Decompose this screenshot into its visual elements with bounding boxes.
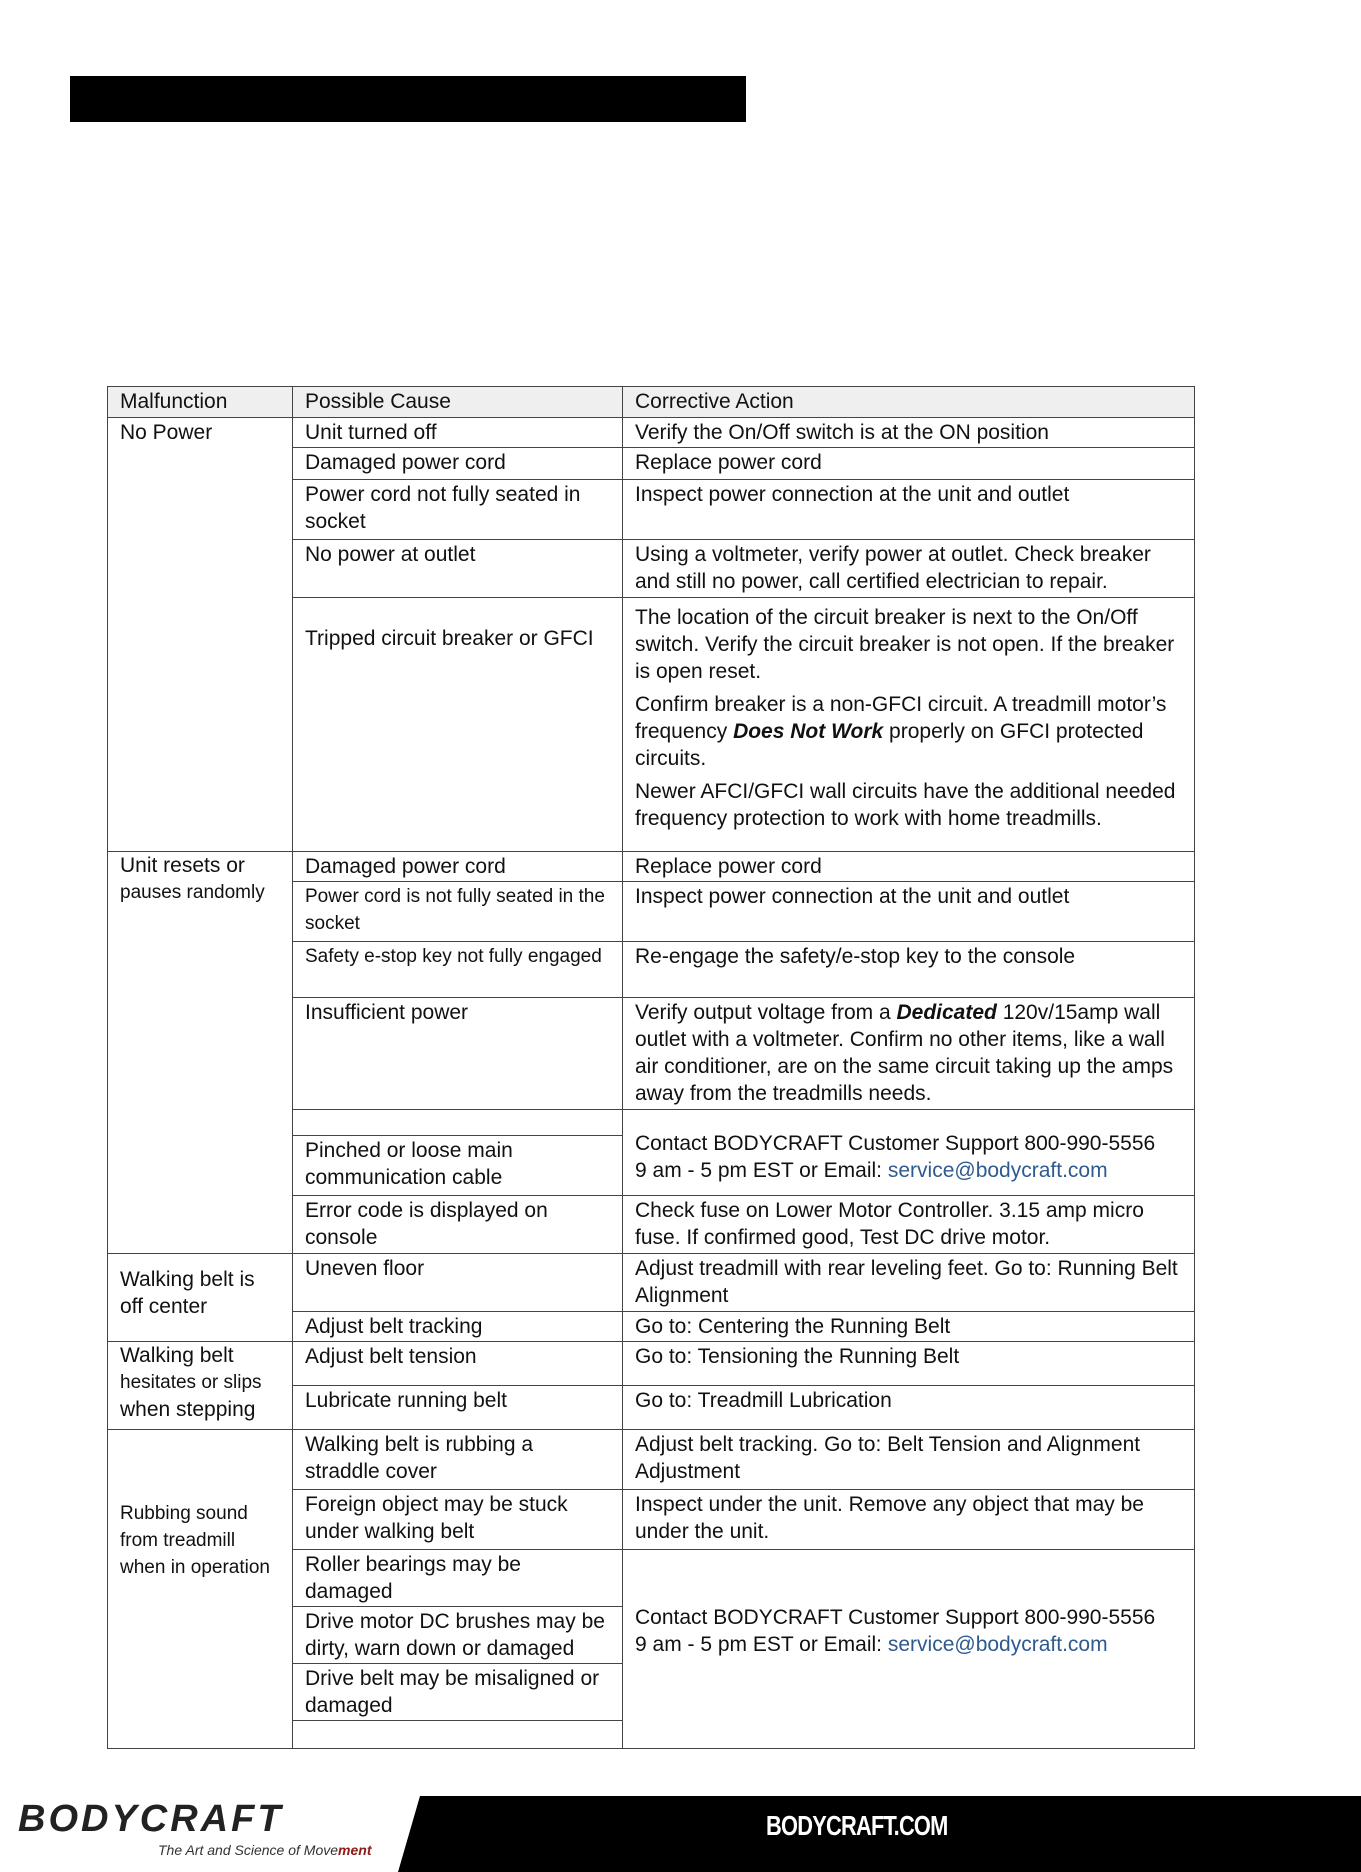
contact-line — [635, 1157, 1182, 1184]
cause-cell: Adjust belt tracking — [293, 1312, 623, 1342]
contact-hours: 9 am - 5 pm EST or Email: — [635, 1633, 888, 1656]
contact-line — [635, 1631, 1182, 1658]
malfunction-hesitates — [108, 1342, 293, 1430]
action-cell: Using a voltmeter, verify power at outlet. Check breaker and still no power, call certified electrician to repair. — [623, 540, 1195, 598]
malfunction-line: when stepping — [120, 1398, 256, 1421]
malfunction-off-center — [108, 1254, 293, 1342]
action-cell: Check fuse on Lower Motor Controller. 3.15 amp micro fuse. If confirmed good, Test DC drive motor. — [623, 1196, 1195, 1254]
breaker-note-1: The location of the circuit breaker is next to the On/Off switch. Verify the circuit breaker is not open. If the breaker is open reset. — [635, 606, 1175, 683]
cause-text: Tripped circuit breaker or GFCI — [305, 627, 594, 650]
action-cell: Go to: Tensioning the Running Belt — [623, 1342, 1195, 1386]
cause-cell: Power cord not fully seated in socket — [293, 480, 623, 540]
cause-cell: Adjust belt tension — [293, 1342, 623, 1386]
action-cell: Inspect power connection at the unit and outlet — [623, 480, 1195, 540]
dedicated-emphasis: Dedicated — [896, 1001, 997, 1024]
cause-cell: Error code is displayed on console — [293, 1196, 623, 1254]
table-row — [108, 1430, 1195, 1490]
cause-cell: Safety e-stop key not fully engaged — [293, 942, 623, 998]
cause-cell: Walking belt is rubbing a straddle cover — [293, 1430, 623, 1490]
breaker-note-2-pre: Confirm breaker is a non-GFCI circuit. A treadmill motor’s frequency — [635, 693, 1167, 743]
tagline-text: The Art and Science of — [158, 1842, 304, 1858]
cause-cell: No power at outlet — [293, 540, 623, 598]
header-possible-cause: Possible Cause — [293, 387, 623, 418]
table-row — [108, 1254, 1195, 1312]
cause-cell: Damaged power cord — [293, 852, 623, 882]
cause-cell: Power cord is not fully seated in the socket — [293, 882, 623, 942]
cause-cell: Insufficient power — [293, 998, 623, 1110]
action-cell: Re-engage the safety/e-stop key to the console — [623, 942, 1195, 998]
action-cell — [623, 598, 1195, 852]
cause-cell: Roller bearings may be damaged — [293, 1550, 623, 1607]
brand-wordmark: BODYCRAFT — [18, 1798, 284, 1840]
support-email-link[interactable]: service@bodycraft.com — [887, 1159, 1108, 1182]
brand-tagline — [158, 1842, 371, 1858]
cause-cell: Uneven floor — [293, 1254, 623, 1312]
cause-cell: Drive belt may be misaligned or damaged — [293, 1664, 623, 1721]
malfunction-text: Rubbing sound from treadmill when in operation — [120, 1503, 270, 1578]
action-cell: Go to: Treadmill Lubrication — [623, 1386, 1195, 1430]
tagline-ment: ment — [338, 1842, 372, 1858]
malfunction-unit-resets — [108, 852, 293, 1254]
cause-cell: Foreign object may be stuck under walking belt — [293, 1490, 623, 1550]
header-malfunction: Malfunction — [108, 387, 293, 418]
cause-cell: Lubricate running belt — [293, 1386, 623, 1430]
action-cell: Inspect under the unit. Remove any object that may be under the unit. — [623, 1490, 1195, 1550]
website-link[interactable]: BODYCRAFT.COM — [766, 1810, 948, 1841]
malfunction-no-power: No Power — [108, 418, 293, 852]
malfunction-line: Unit resets or — [120, 854, 245, 877]
contact-support-cell — [623, 1110, 1195, 1196]
action-cell — [623, 998, 1195, 1110]
breaker-note-2-post: properly on GFCI protected circuits. — [635, 720, 1144, 770]
breaker-note-2 — [635, 691, 1182, 772]
malfunction-line: Walking belt — [120, 1344, 234, 1367]
cause-cell: Pinched or loose main communication cable — [293, 1136, 623, 1196]
cause-cell: Unit turned off — [293, 418, 623, 448]
malfunction-line: hesitates or slips — [120, 1372, 262, 1393]
action-cell: Adjust belt tracking. Go to: Belt Tension and Alignment Adjustment — [623, 1430, 1195, 1490]
action-cell: Go to: Centering the Running Belt — [623, 1312, 1195, 1342]
does-not-work-emphasis: Does Not Work — [733, 720, 884, 743]
contact-line: Contact BODYCRAFT Customer Support 800-990-5556 — [635, 1606, 1156, 1629]
action-cell: Adjust treadmill with rear leveling feet. Go to: Running Belt Alignment — [623, 1254, 1195, 1312]
insufficient-post: 120v/15amp wall outlet with a voltmeter. Confirm no other items, like a wall air conditioner, are on the same circuit taking up the amps away from the treadmills needs. — [635, 1001, 1174, 1105]
contact-hours: 9 am - 5 pm EST or Email: — [635, 1159, 888, 1182]
action-cell: Replace power cord — [623, 852, 1195, 882]
contact-line: Contact BODYCRAFT Customer Support 800-990-5556 — [635, 1132, 1156, 1155]
contact-support-cell — [623, 1550, 1195, 1749]
header-corrective-action: Corrective Action — [623, 387, 1195, 418]
cause-cell — [293, 598, 623, 852]
table-row — [108, 852, 1195, 882]
table-header-row — [108, 387, 1195, 418]
insufficient-pre: Verify output voltage from a — [635, 1001, 897, 1024]
action-cell: Verify the On/Off switch is at the ON position — [623, 418, 1195, 448]
tagline-move: Move — [303, 1842, 339, 1858]
redacted-title-bar — [70, 76, 746, 122]
malfunction-rubbing — [108, 1430, 293, 1749]
action-cell: Replace power cord — [623, 448, 1195, 480]
cause-cell: Damaged power cord — [293, 448, 623, 480]
bodycraft-logo[interactable] — [18, 1796, 398, 1872]
cause-cell-empty — [293, 1110, 623, 1136]
action-cell: Inspect power connection at the unit and outlet — [623, 882, 1195, 942]
support-email-link[interactable]: service@bodycraft.com — [887, 1633, 1108, 1656]
table-row — [108, 1342, 1195, 1386]
cause-cell: Drive motor DC brushes may be dirty, warn down or damaged — [293, 1607, 623, 1664]
malfunction-line: pauses randomly — [120, 882, 265, 903]
cause-cell-empty — [293, 1721, 623, 1749]
malfunction-text: Walking belt is off center — [120, 1268, 255, 1318]
breaker-note-3: Newer AFCI/GFCI wall circuits have the additional needed frequency protection to work with home treadmills. — [635, 780, 1176, 830]
troubleshooting-table — [107, 386, 1195, 1749]
table-row — [108, 418, 1195, 448]
